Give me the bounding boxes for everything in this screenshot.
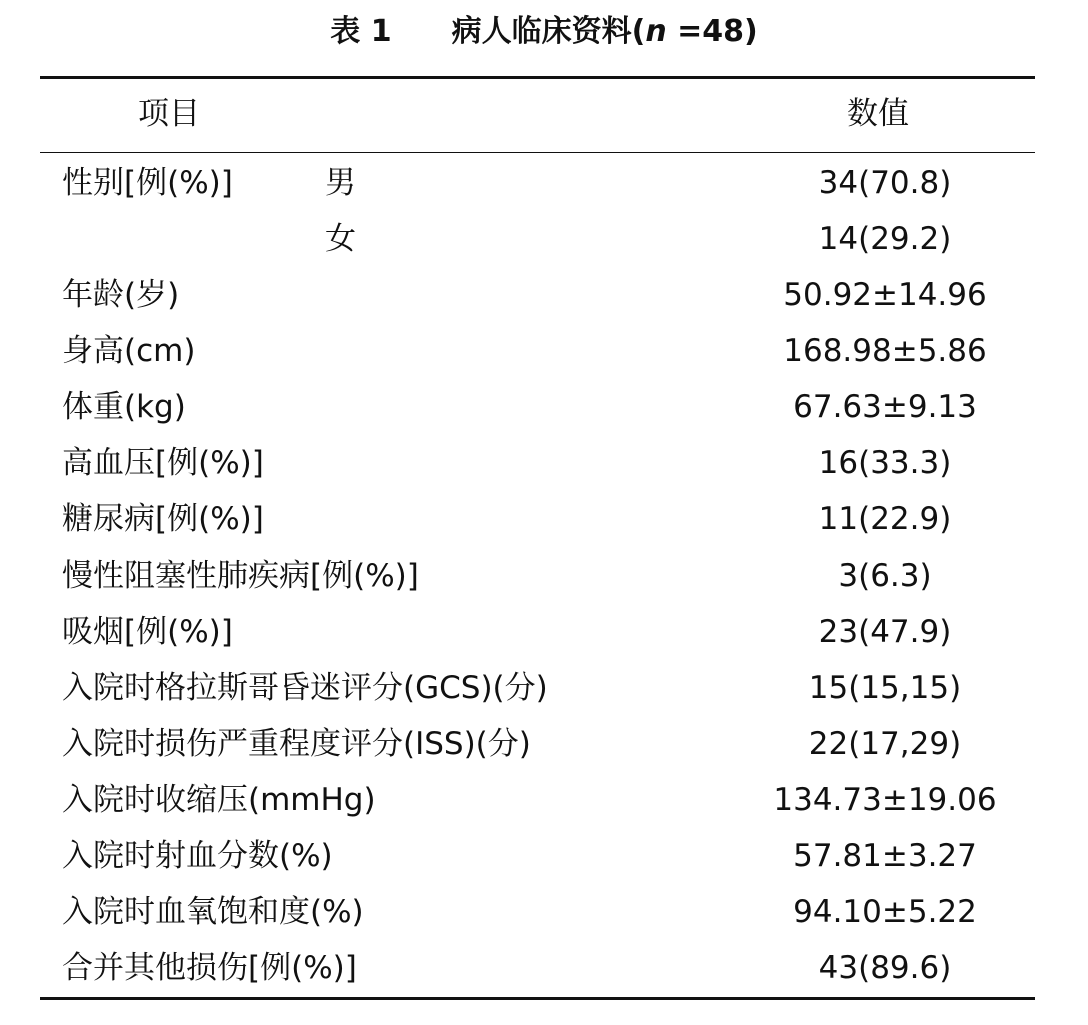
row-value: 3(6.3): [838, 558, 932, 594]
top-rule: [40, 76, 1035, 79]
row-label: 入院时格拉斯哥昏迷评分(GCS)(分): [62, 670, 548, 706]
table-row: [0, 491, 1088, 547]
row-label: 入院时血氧饱和度(%): [62, 894, 364, 930]
row-value: 22(17,29): [808, 726, 962, 762]
sample-size-variable: n: [645, 14, 667, 49]
table-row: [0, 211, 1088, 267]
bottom-rule: [40, 997, 1035, 1000]
row-value: 67.63±9.13: [793, 389, 977, 425]
row-value: 14(29.2): [818, 221, 952, 257]
row-value: 57.81±3.27: [793, 838, 977, 874]
row-label: 年龄(岁): [62, 277, 180, 313]
column-header-item: 项目: [138, 96, 200, 132]
row-value: 34(70.8): [818, 165, 952, 201]
row-value: 15(15,15): [808, 670, 962, 706]
table-row: [0, 884, 1088, 940]
row-label: 合并其他损伤[例(%)]: [62, 950, 357, 986]
table-row: [0, 940, 1088, 996]
table-row: [0, 604, 1088, 660]
row-label: 身高(cm): [62, 333, 196, 369]
row-label: 入院时收缩压(mmHg): [62, 782, 376, 818]
table-row: [0, 548, 1088, 604]
row-label: 性别[例(%)]: [62, 165, 233, 201]
table-row: [0, 660, 1088, 716]
table-row: [0, 323, 1088, 379]
row-label: 慢性阻塞性肺疾病[例(%)]: [62, 558, 419, 594]
header-rule: [40, 152, 1035, 153]
table-row: [0, 155, 1088, 211]
table-row: [0, 828, 1088, 884]
row-label: 糖尿病[例(%)]: [62, 501, 264, 537]
sample-size-value: =48): [666, 14, 758, 49]
row-sublabel: 女: [325, 221, 356, 257]
row-value: 168.98±5.86: [783, 333, 987, 369]
row-label: 入院时射血分数(%): [62, 838, 333, 874]
table-row: [0, 772, 1088, 828]
table-title: [0, 8, 1088, 56]
table-number: 表 1: [330, 14, 392, 49]
column-header-value: 数值: [847, 96, 909, 132]
row-value: 11(22.9): [818, 501, 952, 537]
table-row: [0, 435, 1088, 491]
row-label: 吸烟[例(%)]: [62, 614, 233, 650]
row-value: 50.92±14.96: [783, 277, 987, 313]
table-row: [0, 379, 1088, 435]
table-title-text: 病人临床资料(: [451, 14, 646, 49]
row-value: 23(47.9): [818, 614, 952, 650]
row-value: 134.73±19.06: [773, 782, 997, 818]
table-row: [0, 267, 1088, 323]
row-label: 体重(kg): [62, 389, 186, 425]
table-row: [0, 716, 1088, 772]
row-value: 43(89.6): [818, 950, 952, 986]
row-label: 入院时损伤严重程度评分(ISS)(分): [62, 726, 531, 762]
row-label: 高血压[例(%)]: [62, 445, 264, 481]
row-value: 94.10±5.22: [793, 894, 977, 930]
row-value: 16(33.3): [818, 445, 952, 481]
row-sublabel: 男: [325, 165, 356, 201]
